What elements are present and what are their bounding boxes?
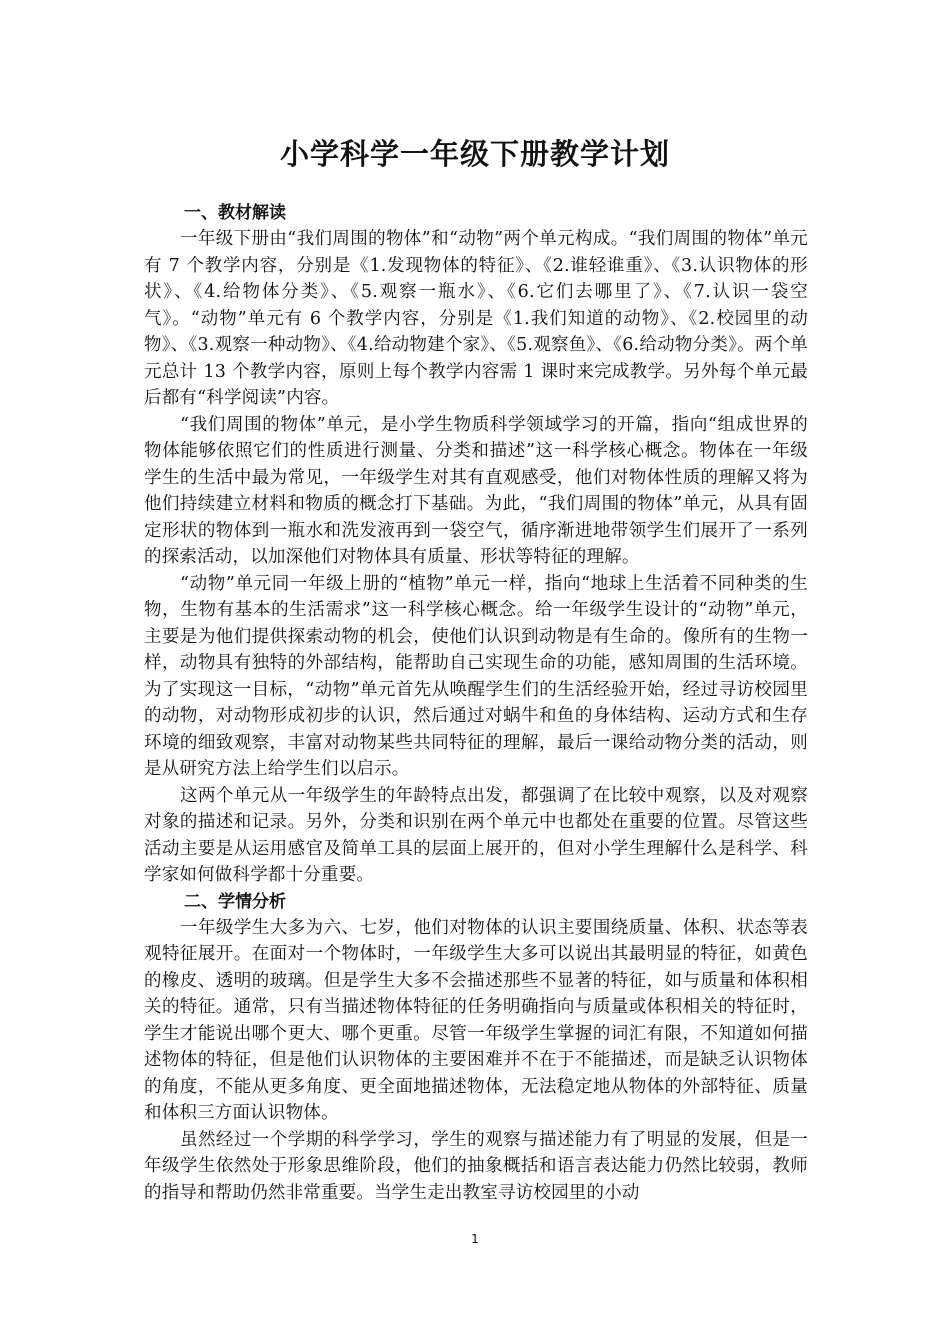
section-textbook-analysis: [144, 200, 808, 889]
document-body: [144, 200, 808, 1206]
page-number: 1: [471, 1232, 479, 1246]
paragraph: “动物”单元同一年级上册的“植物”单元一样，指向“地球上生活着不同种类的生物，生物有基本的生活需求”这一科学核心概念。给一年级学生设计的“动物”单元，主要是为他们提供探索动物的机会，使他们认识到动物是有生命的。像所有的生物一样，动物具有独特的外部结构，能帮助自己实现生命的功能，感知周围的生活环境。为了实现这一目标，“动物”单元首先从唤醒学生们的生活经验开始，经过寻访校园里的动物，对动物形成初步的认识，然后通过对蜗牛和鱼的身体结构、运动方式和生存环境的细致观察，丰富对动物某些共同特征的理解，最后一课给动物分类的活动，则是从研究方法上给学生们以启示。: [144, 573, 808, 779]
paragraph: 一年级学生大多为六、七岁，他们对物体的认识主要围绕质量、体积、状态等表观特征展开。在面对一个物体时，一年级学生大多可以说出其最明显的特征，如黄色的橡皮、透明的玻璃。但是学生大多不会描述那些不显著的特征，如与质量和体积相关的特征。通常，只有当描述物体特征的任务明确指向与质量或体积相关的特征时，学生才能说出哪个更大、哪个更重。尽管一年级学生掌握的词汇有限，不知道如何描述物体的特征，但是他们认识物体的主要困难并不在于不能描述，而是缺乏认识物体的角度，不能从更多角度、更全面地描述物体，无法稳定地从物体的外部特征、质量和体积三方面认识物体。: [144, 917, 808, 1123]
section-heading: 二、学情分析: [184, 891, 286, 912]
section-heading: 一、教材解读: [184, 203, 286, 223]
section-student-analysis: [144, 889, 808, 1207]
paragraph: 一年级下册由“我们周围的物体”和“动物”两个单元构成。“我们周围的物体”单元有 7 个教学内容，分别是《1.发现物体的特征》、《2.谁轻谁重》、《3.认识物体的形状》、《4.给物体分类》、《5.观察一瓶水》、《6.它们去哪里了》、《7.认识一袋空气》。“动物”单元有 6 个教学内容，分别是《1.我们知道的动物》、《2.校园里的动物》、《3.观察一种动物》、《4.给动物建个家》、《5.观察鱼》、《6.给动物分类》。两个单元总计 13 个教学内容，原则上每个教学内容需 1 课时来完成教学。另外每个单元最后都有“科学阅读”内容。: [144, 229, 808, 408]
paragraph: 虽然经过一个学期的科学学习，学生的观察与描述能力有了明显的发展，但是一年级学生依然处于形象思维阶段，他们的抽象概括和语言表达能力仍然比较弱，教师的指导和帮助仍然非常重要。当学生走出教室寻访校园里的小动: [144, 1129, 808, 1203]
document-title: 小学科学一年级下册教学计划: [279, 137, 670, 171]
paragraph: 这两个单元从一年级学生的年龄特点出发，都强调了在比较中观察，以及对观察对象的描述和记录。另外，分类和识别在两个单元中也都处在重要的位置。尽管这些活动主要是从运用感官及简单工具的层面上展开的，但对小学生理解什么是科学、科学家如何做科学都十分重要。: [144, 785, 808, 885]
paragraph: “我们周围的物体”单元，是小学生物质科学领域学习的开篇，指向“组成世界的物体能够依照它们的性质进行测量、分类和描述”这一科学核心概念。物体在一年级学生的生活中最为常见，一年级学生对其有直观感受，他们对物体性质的理解又将为他们持续建立材料和物质的概念打下基础。为此，“我们周围的物体”单元，从具有固定形状的物体到一瓶水和洗发液再到一袋空气，循序渐进地带领学生们展开了一系列的探索活动，以加深他们对物体具有质量、形状等特征的理解。: [144, 414, 808, 567]
